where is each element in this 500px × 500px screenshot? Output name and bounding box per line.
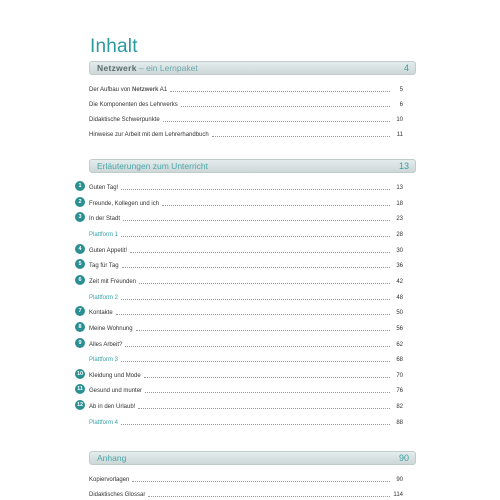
toc-label: Plattform 4 xyxy=(89,420,119,426)
toc-page-number: 28 xyxy=(396,232,403,238)
chapter-number-badge: 8 xyxy=(75,322,85,332)
chapter-number-badge: 5 xyxy=(75,259,85,269)
dot-leader xyxy=(132,480,390,482)
toc-label: Plattform 2 xyxy=(89,295,119,301)
toc-page-number: 11 xyxy=(396,132,403,138)
dot-leader xyxy=(121,235,390,237)
toc-page-number: 82 xyxy=(396,404,403,410)
toc-page-number: 36 xyxy=(396,263,403,269)
section-title-rest: – ein Lernpaket xyxy=(136,63,198,73)
toc-row xyxy=(89,245,403,255)
toc-page-number: 30 xyxy=(396,248,403,254)
toc-row xyxy=(89,474,403,484)
toc-page-number: 23 xyxy=(396,216,403,222)
toc-page-number: 76 xyxy=(396,388,403,394)
dot-leader xyxy=(123,219,390,221)
chapter-number-badge: 3 xyxy=(75,212,85,222)
toc-page-number: 90 xyxy=(396,477,403,483)
toc-row xyxy=(89,114,403,124)
dot-leader xyxy=(121,298,390,300)
dot-leader xyxy=(148,495,390,497)
toc-row xyxy=(89,401,403,411)
toc-row-plattform xyxy=(89,354,403,364)
toc-label: Plattform 1 xyxy=(89,232,119,238)
toc-label-post: A1 xyxy=(158,87,168,93)
toc-row xyxy=(89,370,403,380)
dot-leader xyxy=(121,360,390,362)
chapter-number-badge: 4 xyxy=(75,244,85,254)
toc-row xyxy=(89,198,403,208)
dot-leader xyxy=(130,251,390,253)
dot-leader xyxy=(122,266,390,268)
dot-leader xyxy=(144,376,390,378)
dot-leader xyxy=(125,345,390,347)
section-title xyxy=(97,63,198,73)
chapter-number-badge: 6 xyxy=(75,275,85,285)
toc-label-brand: Netzwerk xyxy=(132,87,159,93)
section-title: Anhang xyxy=(97,453,127,463)
toc-page-number: 88 xyxy=(396,420,403,426)
toc-label: Didaktische Schwerpunkte xyxy=(89,117,160,123)
dot-leader xyxy=(121,188,390,190)
section-title: Erläuterungen zum Unterricht xyxy=(97,161,209,171)
dot-leader xyxy=(181,105,390,107)
toc-label: Guten Appetit! xyxy=(89,248,128,254)
toc-label: Tag für Tag xyxy=(89,263,119,269)
toc-label-pre: Der Aufbau von xyxy=(89,87,133,93)
toc-label: Meine Wohnung xyxy=(89,326,133,332)
toc-label: Gesund und munter xyxy=(89,388,143,394)
toc-row-plattform xyxy=(89,417,403,427)
toc-label: Didaktisches Glossar xyxy=(89,492,146,498)
chapter-number-badge: 10 xyxy=(76,371,84,377)
toc-row xyxy=(89,84,403,94)
toc-page-number: 18 xyxy=(396,201,403,207)
chapter-number-badge: 9 xyxy=(75,338,85,348)
toc-label: Kontakte xyxy=(89,310,113,316)
section-header-erlaeuterungen xyxy=(89,159,416,173)
dot-leader xyxy=(170,90,390,92)
dot-leader xyxy=(163,120,390,122)
toc-label: Alles Arbeit? xyxy=(89,342,123,348)
toc-label: Die Komponenten des Lehrwerks xyxy=(89,102,178,108)
chapter-number-badge: 12 xyxy=(76,402,84,408)
toc-page-number: 13 xyxy=(396,185,403,191)
toc-page-number: 50 xyxy=(396,310,403,316)
section-page: 13 xyxy=(398,161,409,171)
toc-page-number: 114 xyxy=(393,492,403,498)
toc-page-number: 6 xyxy=(399,102,403,108)
toc-label: Plattform 3 xyxy=(89,357,119,363)
chapter-number-badge: 1 xyxy=(75,181,85,191)
dot-leader xyxy=(212,135,390,137)
toc-row-plattform xyxy=(89,292,403,302)
dot-leader xyxy=(138,407,390,409)
toc-label: Zeit mit Freunden xyxy=(89,279,137,285)
section-header-lernpaket xyxy=(89,61,416,75)
toc-row xyxy=(89,307,403,317)
toc-label xyxy=(89,86,167,94)
toc-label: Guten Tag! xyxy=(89,185,119,191)
toc-page-number: 70 xyxy=(396,373,403,379)
page-title: Inhalt xyxy=(90,36,138,57)
toc-page-number: 10 xyxy=(396,117,403,123)
toc-page-number: 5 xyxy=(399,87,403,93)
toc-row xyxy=(89,213,403,223)
toc-row xyxy=(89,260,403,270)
dot-leader xyxy=(162,204,390,206)
dot-leader xyxy=(116,313,390,315)
toc-label: Kopiervorlagen xyxy=(89,477,130,483)
toc-row xyxy=(89,385,403,395)
dot-leader xyxy=(145,391,390,393)
toc-row xyxy=(89,276,403,286)
chapter-number-badge: 2 xyxy=(75,197,85,207)
toc-row xyxy=(89,129,403,139)
toc-page-number: 62 xyxy=(396,342,403,348)
chapter-number-badge: 7 xyxy=(75,306,85,316)
dot-leader xyxy=(139,282,390,284)
section-page: 4 xyxy=(403,63,409,73)
toc-label: Kleidung und Mode xyxy=(89,373,141,379)
toc-row-plattform xyxy=(89,229,403,239)
toc-row xyxy=(89,323,403,333)
toc-row xyxy=(89,339,403,349)
toc-label: Freunde, Kollegen und ich xyxy=(89,201,160,207)
dot-leader xyxy=(136,329,390,331)
toc-row xyxy=(89,182,403,192)
toc-row xyxy=(89,489,403,499)
toc-label: In der Stadt xyxy=(89,216,121,222)
toc-row xyxy=(89,99,403,109)
section-header-anhang xyxy=(89,451,416,465)
toc-page-number: 48 xyxy=(396,295,403,301)
section-title-brand: Netzwerk xyxy=(97,63,137,73)
toc-page-number: 56 xyxy=(396,326,403,332)
section-page: 90 xyxy=(398,453,409,463)
toc-label: Hinweise zur Arbeit mit dem Lehrerhandbuch xyxy=(89,132,209,138)
toc-label: Ab in den Urlaub! xyxy=(89,404,136,410)
chapter-number-badge: 11 xyxy=(75,384,85,394)
dot-leader xyxy=(121,423,390,425)
toc-page-number: 42 xyxy=(396,279,403,285)
toc-page-number: 68 xyxy=(396,357,403,363)
